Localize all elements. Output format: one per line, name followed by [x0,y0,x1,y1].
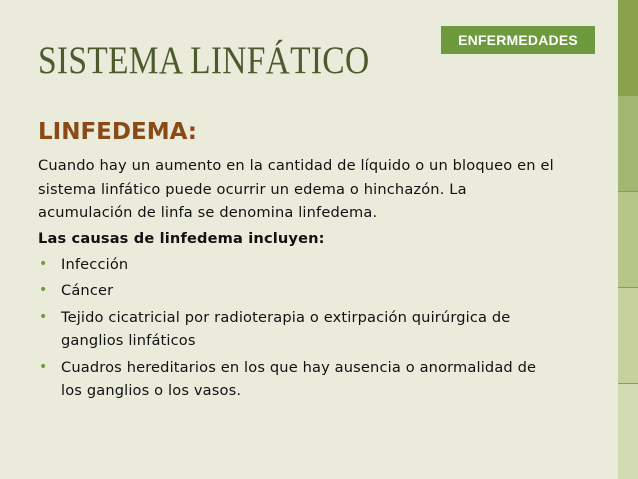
list-item-text: Cuadros hereditarios en los que hay ausencia o anormalidad de los ganglios o los vasos. [61,358,537,399]
decorative-side-strip [618,0,638,479]
list-item-text: Tejido cicatricial por radioterapia o extirpación quirúrgica de ganglios linfáticos [61,308,511,349]
list-item-text: Infección [61,255,129,273]
strip-segment [618,0,638,96]
list-item [38,356,558,403]
bullet-icon: • [39,308,48,325]
bullet-icon: • [39,282,48,298]
strip-segment [618,96,638,192]
strip-segment [618,192,638,288]
strip-segment [618,384,638,479]
list-item [38,279,558,303]
category-tag: ENFERMEDADES [441,26,595,54]
section-heading: LINFEDEMA: [38,119,198,145]
strip-segment [618,288,638,384]
causes-heading: Las causas de linfedema incluyen: [38,229,325,247]
causes-list [38,253,558,403]
list-item-text: Cáncer [61,282,114,299]
bullet-icon: • [39,255,48,272]
slide-title: SISTEMA LINFÁTICO [38,39,370,82]
list-item [38,253,558,277]
list-item [38,306,558,353]
intro-paragraph: Cuando hay un aumento en la cantidad de líquido o un bloqueo en el sistema linfático puede ocurrir un edema o hinchazón. La acumulación de linfa se denomina linfedema. [38,157,554,221]
slide-content [38,116,558,406]
bullet-icon: • [39,358,48,375]
